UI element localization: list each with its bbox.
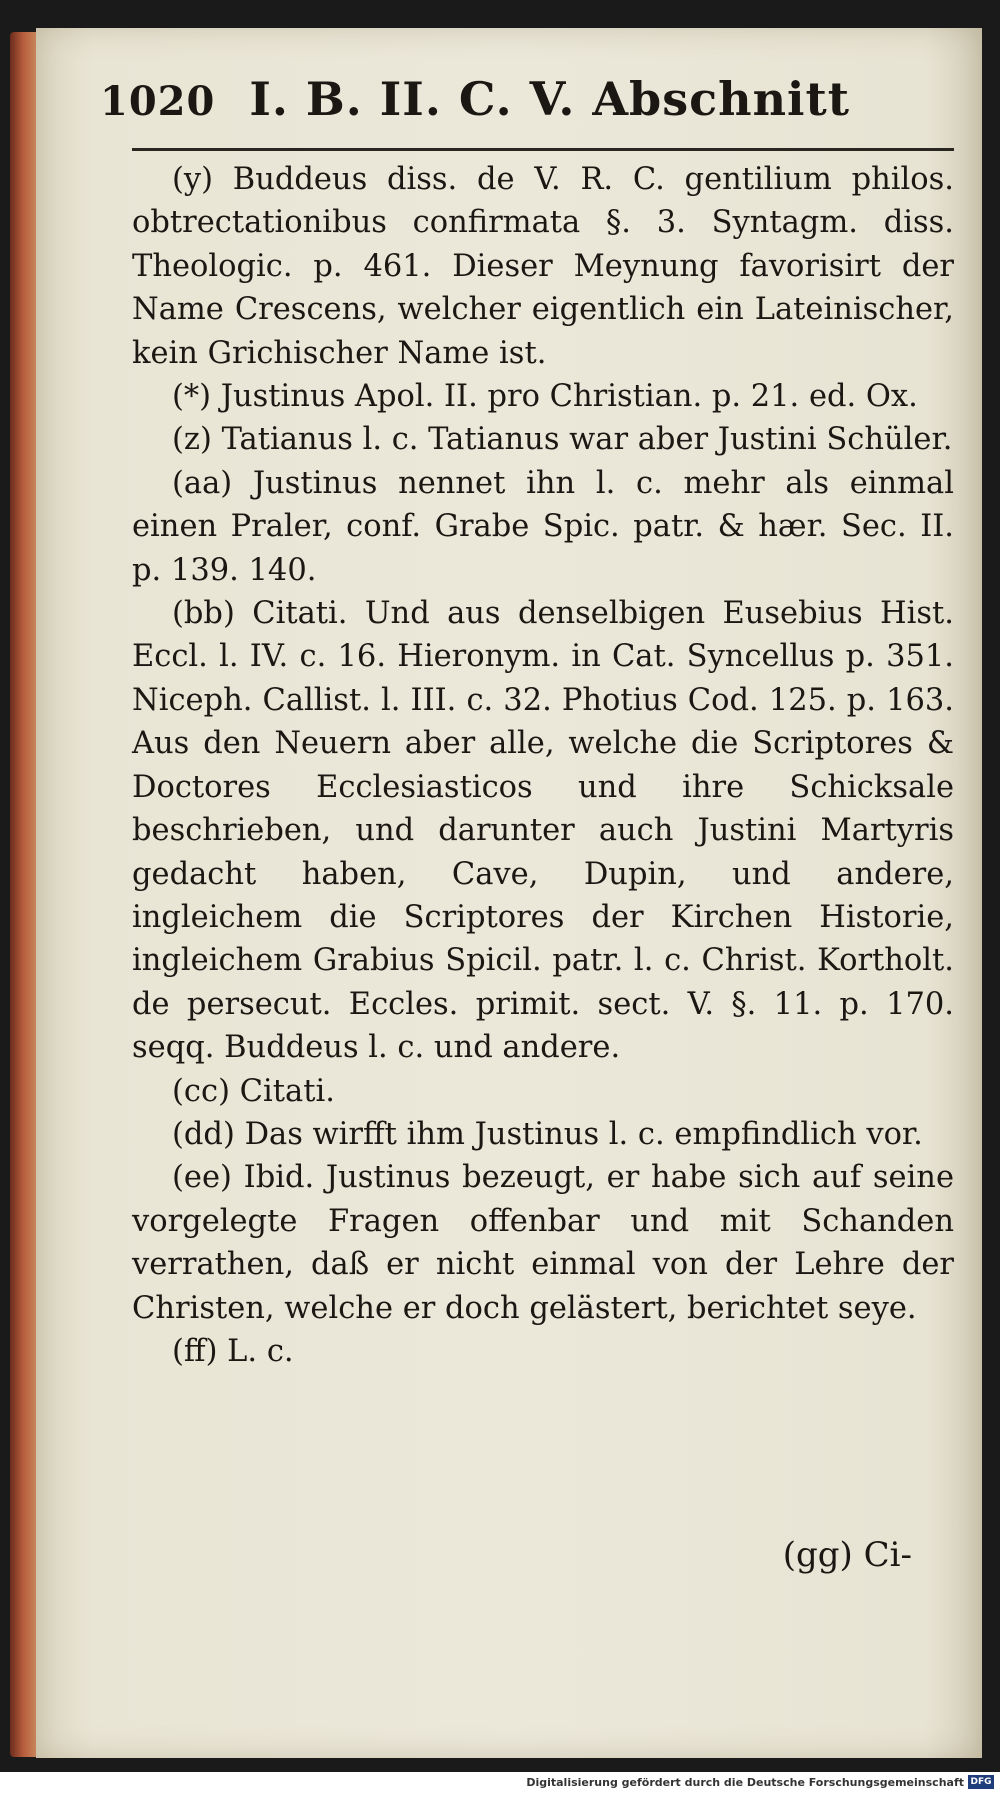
footnote-text: L. c. [227,1333,294,1369]
footnote-mark: (dd) [172,1116,235,1152]
running-title: I. B. II. C. V. Abschnitt [249,72,850,126]
header-rule [132,148,954,151]
footnote-mark: (bb) [172,596,235,632]
page-number: 1020 [100,78,216,125]
footnote-bb [132,592,954,1069]
footnote-ff [132,1330,954,1373]
footnote-aa [132,462,954,592]
page-header [100,72,950,142]
footnote-ee [132,1156,954,1330]
footnote-z [132,418,954,461]
footnote-dd [132,1113,954,1156]
footnote-mark: (aa) [172,465,233,501]
footnote-cc [132,1070,954,1113]
footnote-text: Ibid. Justinus bezeugt, er habe sich auf seine vorgelegte Fragen offenbar und mit Schanden verrathen, daß er nicht einmal von der Lehre der Christen, welche er doch gelästert, berichtet seye. [132,1160,954,1326]
footnote-mark: (*) [172,379,212,415]
footnote-y [132,158,954,375]
footnote-text: Justinus Apol. II. pro Christian. p. 21. ed. Ox. [220,379,918,415]
footnote-mark: (y) [172,162,214,197]
footnote-text: Justinus nennet ihn l. c. mehr als einmal einen Praler, conf. Grabe Spic. patr. & hær. Sec. II. p. 139. 140. [132,465,954,588]
footnote-mark: (ff) [172,1333,218,1369]
footnote-mark: (ee) [172,1160,232,1196]
footnote-mark: (z) [172,422,212,458]
catchword: (gg) Ci- [782,1535,912,1575]
footnote-text: Citati. [239,1073,335,1109]
footnote-text: Tatianus l. c. Tatianus war aber Justini Schüler. [221,422,953,458]
footnotes [132,158,954,1373]
footnote-asterisk [132,375,954,418]
dfg-logo-icon: DFG [968,1775,994,1789]
footnote-text: Citati. Und aus denselbigen Eusebius Hist. Eccl. l. IV. c. 16. Hieronym. in Cat. Syncellus p. 351. Niceph. Callist. l. III. c. 32. Photius Cod. 125. p. 163. Aus den Neuern aber alle, welche die Scriptores & Doctores Ecclesiasticos und ihre Schicksale beschrieben, und darunter auch Justini Martyris gedacht haben, Cave, Dupin, und andere, ingleichem die Scriptores der Kirchen Historie, ingleichem Grabius Spicil. patr. l. c. Christ. Kortholt. de persecut. Eccles. primit. sect. V. §. 11. p. 170. seqq. Buddeus l. c. und andere. [132,596,954,1066]
funding-credit: Digitalisierung gefördert durch die Deutsche Forschungsgemeinschaft [526,1776,964,1789]
footnote-text: Buddeus diss. de V. R. C. gentilium philos. obtrectationibus confirmata §. 3. Syntagm. diss. Theologic. p. 461. Dieser Meynung favorisirt der Name Crescens, welcher eigentlich ein Lateinischer, kein Grichischer Name ist. [132,162,954,371]
footnote-text: Das wirfft ihm Justinus l. c. empfindlich vor. [244,1116,923,1152]
footnote-mark: (cc) [172,1073,230,1109]
